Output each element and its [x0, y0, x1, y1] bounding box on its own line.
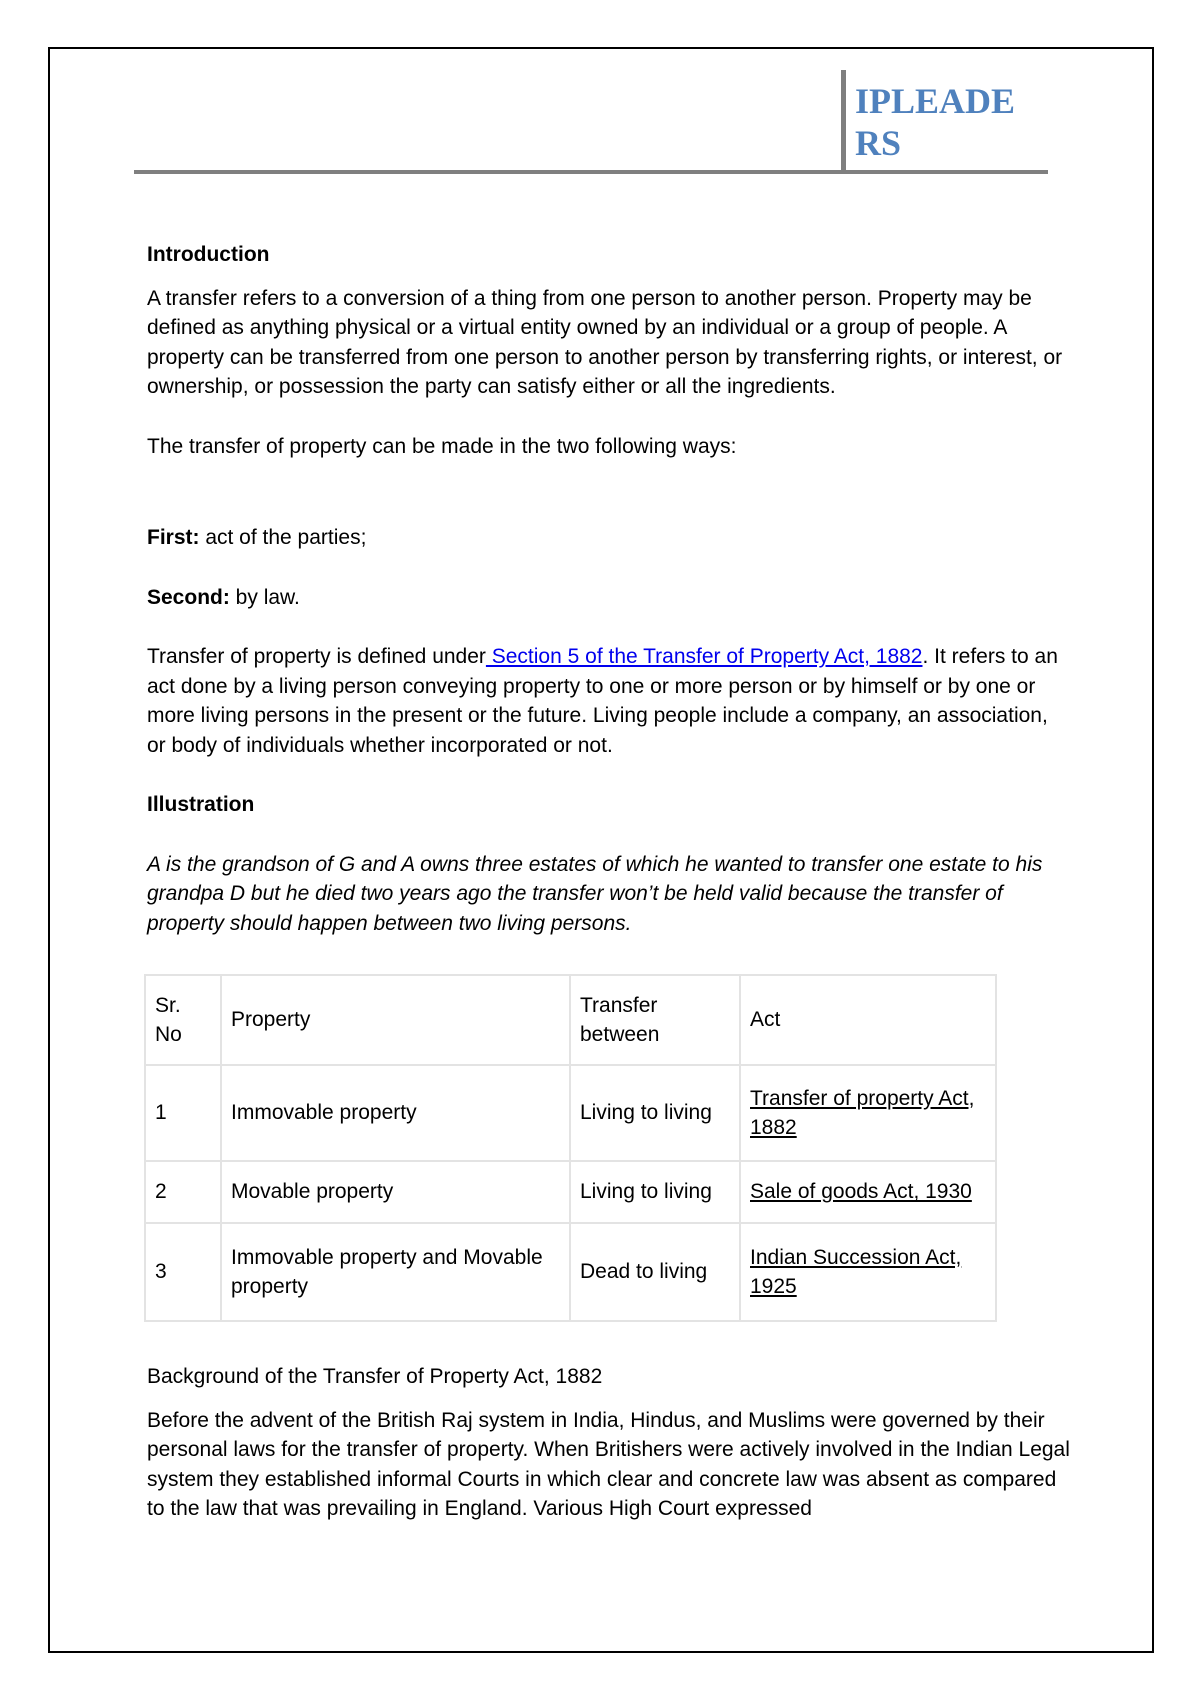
brand-logo-text: IPLEADERS: [855, 81, 1016, 163]
header-divider-vertical: [841, 70, 846, 172]
document-body: [147, 240, 1072, 1524]
table-cell: 2: [145, 1161, 221, 1223]
table-header-cell: Act: [740, 975, 996, 1065]
introduction-paragraph: A transfer refers to a conversion of a thing from one person to another person. Property may be defined as anything physical or a virtual entity owned by an individual or a group of people. A property can be transferred from one person to another person by transferring rights, or interest, or ownership, or possession the party can satisfy either or all the ingredients.: [147, 286, 1063, 398]
background-heading: Background of the Transfer of Property Act, 1882: [147, 1365, 603, 1388]
definition-text-before: Transfer of property is defined under: [147, 645, 486, 668]
table-cell: Immovable property: [221, 1065, 570, 1161]
table-row: [145, 1161, 996, 1223]
table-cell-act-link[interactable]: [740, 1161, 996, 1223]
table-row: [145, 1065, 996, 1161]
introduction-heading: Introduction: [147, 243, 270, 266]
table-header-cell: Transfer between: [570, 975, 740, 1065]
illustration-text: A is the grandson of G and A owns three estates of which he wanted to transfer one estate to his grandpa D but he died two years ago the transfer won’t be held valid because the transfer of property should happen between two living persons.: [147, 852, 1043, 935]
definition-text-after: . It refers to an act done by a living person conveying property to one or more person or by himself or by one or more living persons in the present or the future. Living people include a company, an association, or body of individuals whether incorporated or not.: [147, 645, 1058, 757]
property-transfer-table: [144, 974, 997, 1322]
section-5-link[interactable]: Section 5 of the Transfer of Property Act, 1882: [485, 645, 923, 668]
second-way-text: by law.: [229, 585, 300, 609]
transfer-ways-line: The transfer of property can be made in the two following ways:: [147, 434, 737, 458]
table-cell: Dead to living: [570, 1223, 740, 1321]
header-divider-horizontal: [134, 170, 1048, 174]
table-row: [145, 1223, 996, 1321]
act-link[interactable]: Indian Succession Act, 1925: [750, 1245, 962, 1298]
illustration-heading: Illustration: [147, 793, 255, 816]
table-cell: 3: [145, 1223, 221, 1321]
definition-paragraph: [147, 642, 1072, 760]
table-cell-act-link[interactable]: [740, 1065, 996, 1161]
second-way-label: Second:: [147, 585, 230, 609]
table-cell: Immovable property and Movable property: [221, 1223, 570, 1321]
table-cell: 1: [145, 1065, 221, 1161]
act-link[interactable]: Sale of goods Act, 1930: [750, 1180, 972, 1204]
table-cell-act-link[interactable]: [740, 1223, 996, 1321]
table-cell: Movable property: [221, 1161, 570, 1223]
second-way-line: [147, 583, 1072, 613]
first-way-label: First:: [147, 526, 200, 549]
table-cell: Living to living: [570, 1065, 740, 1161]
background-paragraph: Before the advent of the British Raj system in India, Hindus, and Muslims were governed by their personal laws for the transfer of property. When Britishers were actively involved in the Indian Legal system they established informal Courts in which clear and concrete law was absent as compared to the law that was prevailing in England. Various High Court expressed: [147, 1408, 1070, 1520]
table-header-cell: Sr. No: [145, 975, 221, 1065]
table-header-cell: Property: [221, 975, 570, 1065]
first-way-text: act of the parties;: [199, 526, 367, 549]
table-header-row: [145, 975, 996, 1065]
first-way-line: [147, 523, 1072, 553]
act-link[interactable]: Transfer of property Act, 1882: [750, 1086, 975, 1139]
table-cell: Living to living: [570, 1161, 740, 1223]
